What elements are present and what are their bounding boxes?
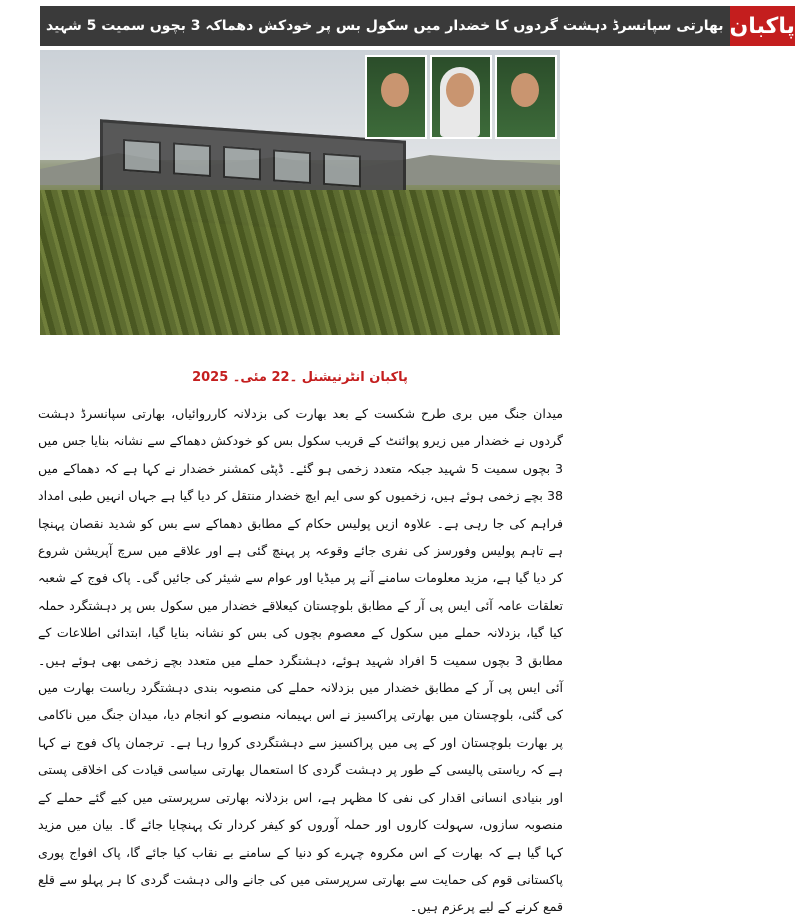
portrait-face bbox=[511, 73, 539, 107]
dateline: پاکبان انٹرنیشنل ۔22 مئی۔ 2025 bbox=[192, 370, 408, 385]
news-header bbox=[40, 6, 795, 46]
bus-window bbox=[223, 146, 261, 181]
victim-portrait-3 bbox=[495, 55, 557, 139]
news-photo bbox=[40, 50, 560, 335]
headline: بھارتی سپانسرڈ دہشت گردوں کا خضدار میں سکول بس پر خودکش دھماکہ 3 بچوں سمیت 5 شہید bbox=[40, 6, 730, 46]
bus-window bbox=[173, 142, 211, 177]
photo-bushes bbox=[40, 190, 560, 335]
victim-portrait-1 bbox=[365, 55, 427, 139]
bus-window bbox=[323, 153, 361, 188]
portrait-face bbox=[381, 73, 409, 107]
victim-portrait-2 bbox=[430, 55, 492, 139]
portrait-face bbox=[446, 73, 474, 107]
bus-window bbox=[273, 149, 311, 184]
brand-logo: پاکبان bbox=[730, 6, 795, 46]
article-body: میدان جنگ میں بری طرح شکست کے بعد بھارت کی بزدلانہ کارروائیاں، بھارتی سپانسرڈ دہشت گردوں نے خضدار میں زیرو پوائنٹ کے قریب سکول بس کو خودکش دھماکے سے نشانہ بنایا جس میں 3 بچوں سمیت 5 شہید جبکہ متعدد زخمی ہو گئے۔ ڈپٹی کمشنر خضدار نے کہا ہے کہ دھماکے میں 38 بچے زخمی ہوئے ہیں، زخمیوں کو سی ایم ایچ خضدار منتقل کر دیا گیا ہے جہاں انہیں طبی امداد فراہم کی جا رہی ہے۔ علاوہ ازیں پولیس حکام کے مطابق دھماکے سے بس کو شدید نقصان پہنچا ہے تاہم پولیس وفورسز کی نفری جائے وقوعہ پر پہنچ گئی ہے اور علاقے میں سرچ آپریشن شروع کر دیا گیا ہے، مزید معلومات سامنے آنے پر میڈیا اور عوام سے شیئر کی جائیں گی۔ پاک فوج کے شعبہ تعلقات عامہ آئی ایس پی آر کے مطابق بلوچستان کیعلاقے خضدار میں سکول بس پر دہشتگرد حملہ کیا گیا، بزدلانہ حملے میں سکول کے معصوم بچوں کی بس کو نشانہ بنایا گیا، ابتدائی اطلاعات کے مطابق 3 بچوں سمیت 5 افراد شہید ہوئے، دہشتگرد حملے میں متعدد بچے زخمی بھی ہوئے ہیں۔ آئی ایس پی آر کے مطابق خضدار میں بزدلانہ حملے کی منصوبہ بندی دہشتگرد ریاست بھارت میں کی گئی، بلوچستان میں بھارتی پراکسیز نے اس بہیمانہ منصوبے کو انجام دیا، میدان جنگ میں ناکامی پر بھارت بلوچستان اور کے پی میں پراکسیز سے دہشتگردی کروا رہا ہے۔ ترجمان پاک فوج نے کہا ہے کہ ریاستی پالیسی کے طور پر دہشت گردی کا استعمال بھارتی سیاسی قیادت کی اخلاقی پستی اور بنیادی انسانی اقدار کی نفی کا مظہر ہے، اس بزدلانہ بھارتی سرپرستی میں کیے گئے حملے کے منصوبہ سازوں، سہولت کاروں اور حملہ آوروں کو کیفر کردار تک پہنچایا جائے گا۔ بیان میں مزید کہا گیا ہے کہ بھارت کے اس مکروہ چہرے کو دنیا کے سامنے بے نقاب کیا جائے گا، پاک افواج پوری پاکستانی قوم کی حمایت سے بھارتی سرپرستی میں کی جانے والی دہشت گردی کا ہر پہلو سے قلع قمع کرنے کے لیے پرعزم ہیں۔ bbox=[38, 406, 563, 915]
bus-window bbox=[123, 139, 161, 174]
